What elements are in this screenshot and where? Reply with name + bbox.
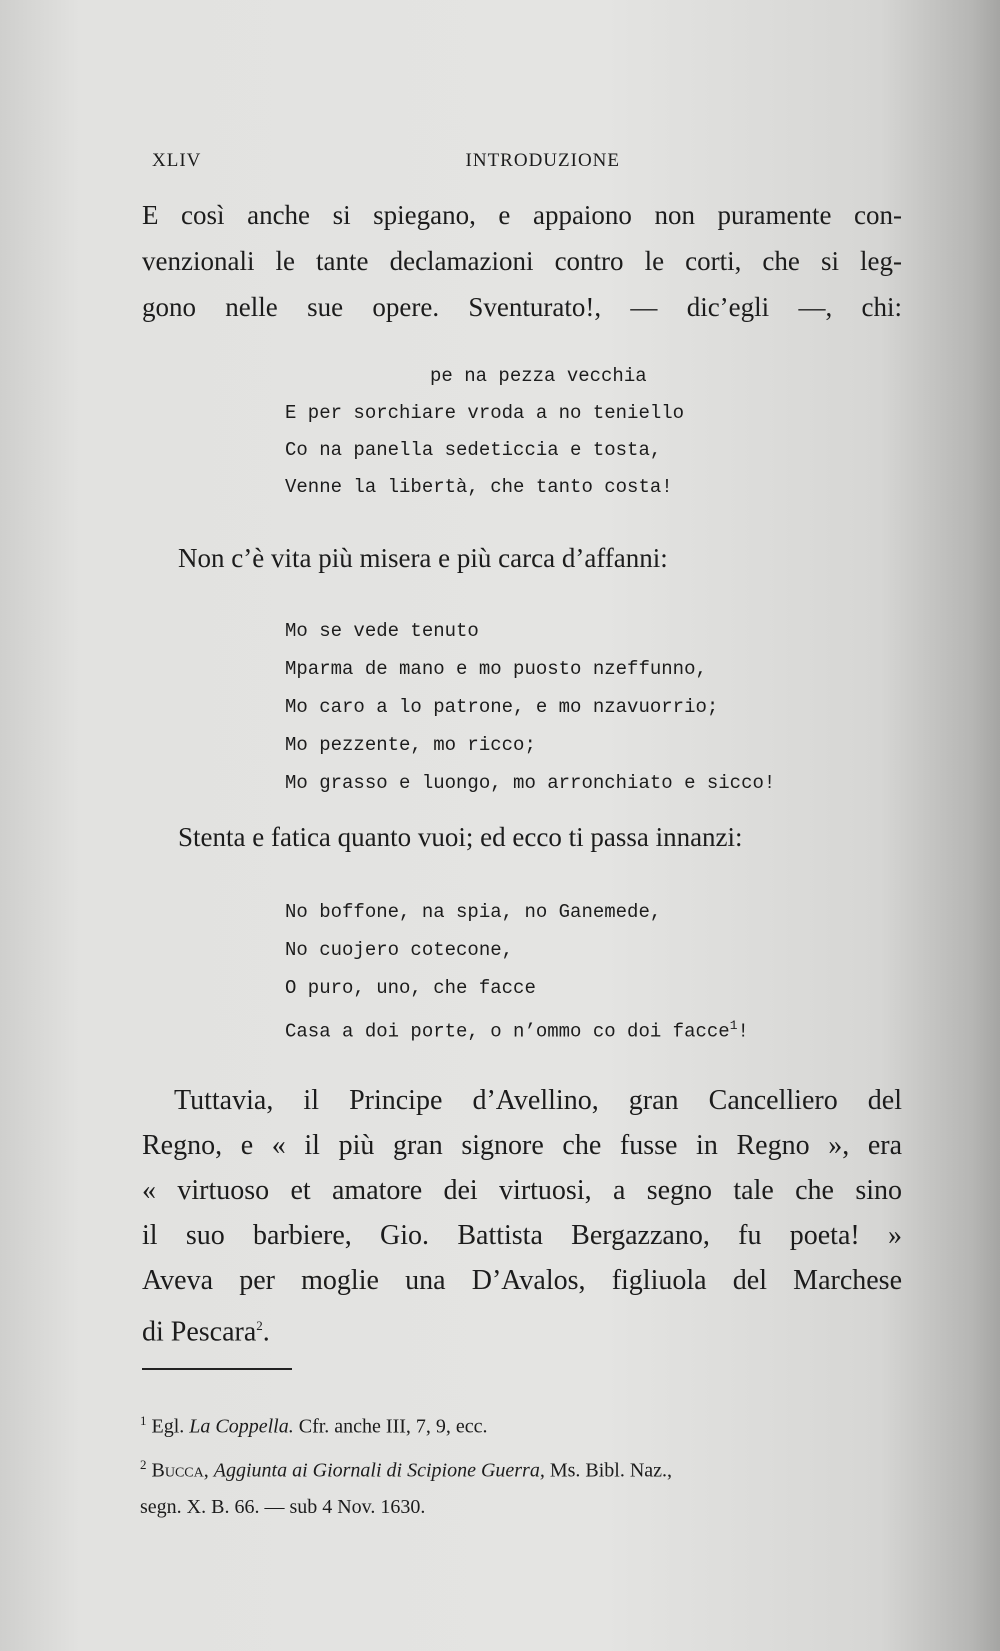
text-line: Tuttavia, il Principe d’Avellino, gran Cancelliero del	[174, 1085, 902, 1116]
verse-line-text: Casa a doi porte, o n’ommo co doi facce	[285, 1020, 730, 1043]
footnote-title: La Coppella.	[189, 1415, 294, 1438]
footnote-1	[140, 1402, 900, 1446]
verse-line: No boffone, na spia, no Ganemede,	[285, 901, 662, 923]
footnote-text: Ms. Bibl. Naz.,	[544, 1459, 673, 1482]
footnote-divider	[142, 1368, 292, 1370]
verse-line: No cuojero cotecone,	[285, 939, 514, 961]
verse-block-2	[285, 612, 775, 802]
paragraph-1	[142, 192, 902, 330]
footnote-2-cont: segn. X. B. 66. — sub 4 Nov. 1630.	[140, 1496, 426, 1519]
verse-line: Mo caro a lo patrone, e mo nzavuorrio;	[285, 696, 719, 718]
verse-line: Venne la libertà, che tanto costa!	[285, 476, 673, 498]
text-line: il suo barbiere, Gio. Battista Bergazzano, fu poeta! »	[142, 1220, 902, 1251]
text-line	[142, 1303, 902, 1354]
footnote-ref-1: 1	[729, 1018, 738, 1033]
verse-block-3	[285, 893, 749, 1050]
verse-line: Mo pezzente, mo ricco;	[285, 734, 536, 756]
verse-line: Co na panella sedeticcia e tosta,	[285, 439, 662, 461]
verse-line: Mparma de mano e mo puosto nzeffunno,	[285, 658, 707, 680]
text-line: Regno, e « il più gran signore che fusse in Regno », era	[142, 1130, 902, 1161]
footnote-text: Egl.	[151, 1415, 190, 1438]
paragraph-4	[142, 1078, 902, 1354]
footnote-text: Cfr. anche III, 7, 9, ecc.	[293, 1415, 488, 1438]
verse-line: pe na pezza vecchia	[430, 365, 647, 387]
footnote-ref-2: 2	[256, 1318, 263, 1333]
footnote-author: Bucca,	[151, 1459, 214, 1482]
page-number: XLIV	[152, 150, 202, 171]
text-line: « virtuoso et amatore dei virtuosi, a segno tale che sino	[142, 1175, 902, 1206]
footnote-title: Aggiunta ai Giornali di Scipione Guerra,	[213, 1459, 545, 1482]
verse-line: Mo se vede tenuto	[285, 620, 479, 642]
text-line-3: Stenta e fatica quanto vuoi; ed ecco ti passa innanzi:	[178, 822, 743, 852]
verse-block-1	[285, 358, 684, 506]
verse-line	[285, 1007, 749, 1050]
text-line: E così anche si spiegano, e appaiono non puramente con-	[142, 200, 902, 230]
text-line-end: .	[262, 1316, 270, 1348]
text-line: gono nelle sue opere. Sventurato!, — dic’egli —, chi:	[142, 292, 902, 322]
running-title: INTRODUZIONE	[465, 150, 620, 171]
text-line-body: di Pescara	[142, 1316, 257, 1348]
text-line: Aveva per moglie una D’Avalos, figliuola del Marchese	[142, 1265, 902, 1296]
page-header	[152, 150, 620, 172]
footnote-mark: 1	[140, 1413, 147, 1428]
text-line: venzionali le tante declamazioni contro le corti, che si leg-	[142, 246, 902, 276]
verse-line-end: !	[737, 1020, 749, 1043]
verse-line: E per sorchiare vroda a no teniello	[285, 402, 685, 424]
footnote-2	[140, 1446, 900, 1490]
footnote-mark: 2	[140, 1456, 147, 1472]
verse-line: Mo grasso e luongo, mo arronchiato e sicco!	[285, 772, 776, 794]
verse-line: O puro, uno, che facce	[285, 977, 536, 999]
text-line-2: Non c’è vita più misera e più carca d’affanni:	[178, 543, 668, 573]
footnotes	[140, 1402, 900, 1526]
